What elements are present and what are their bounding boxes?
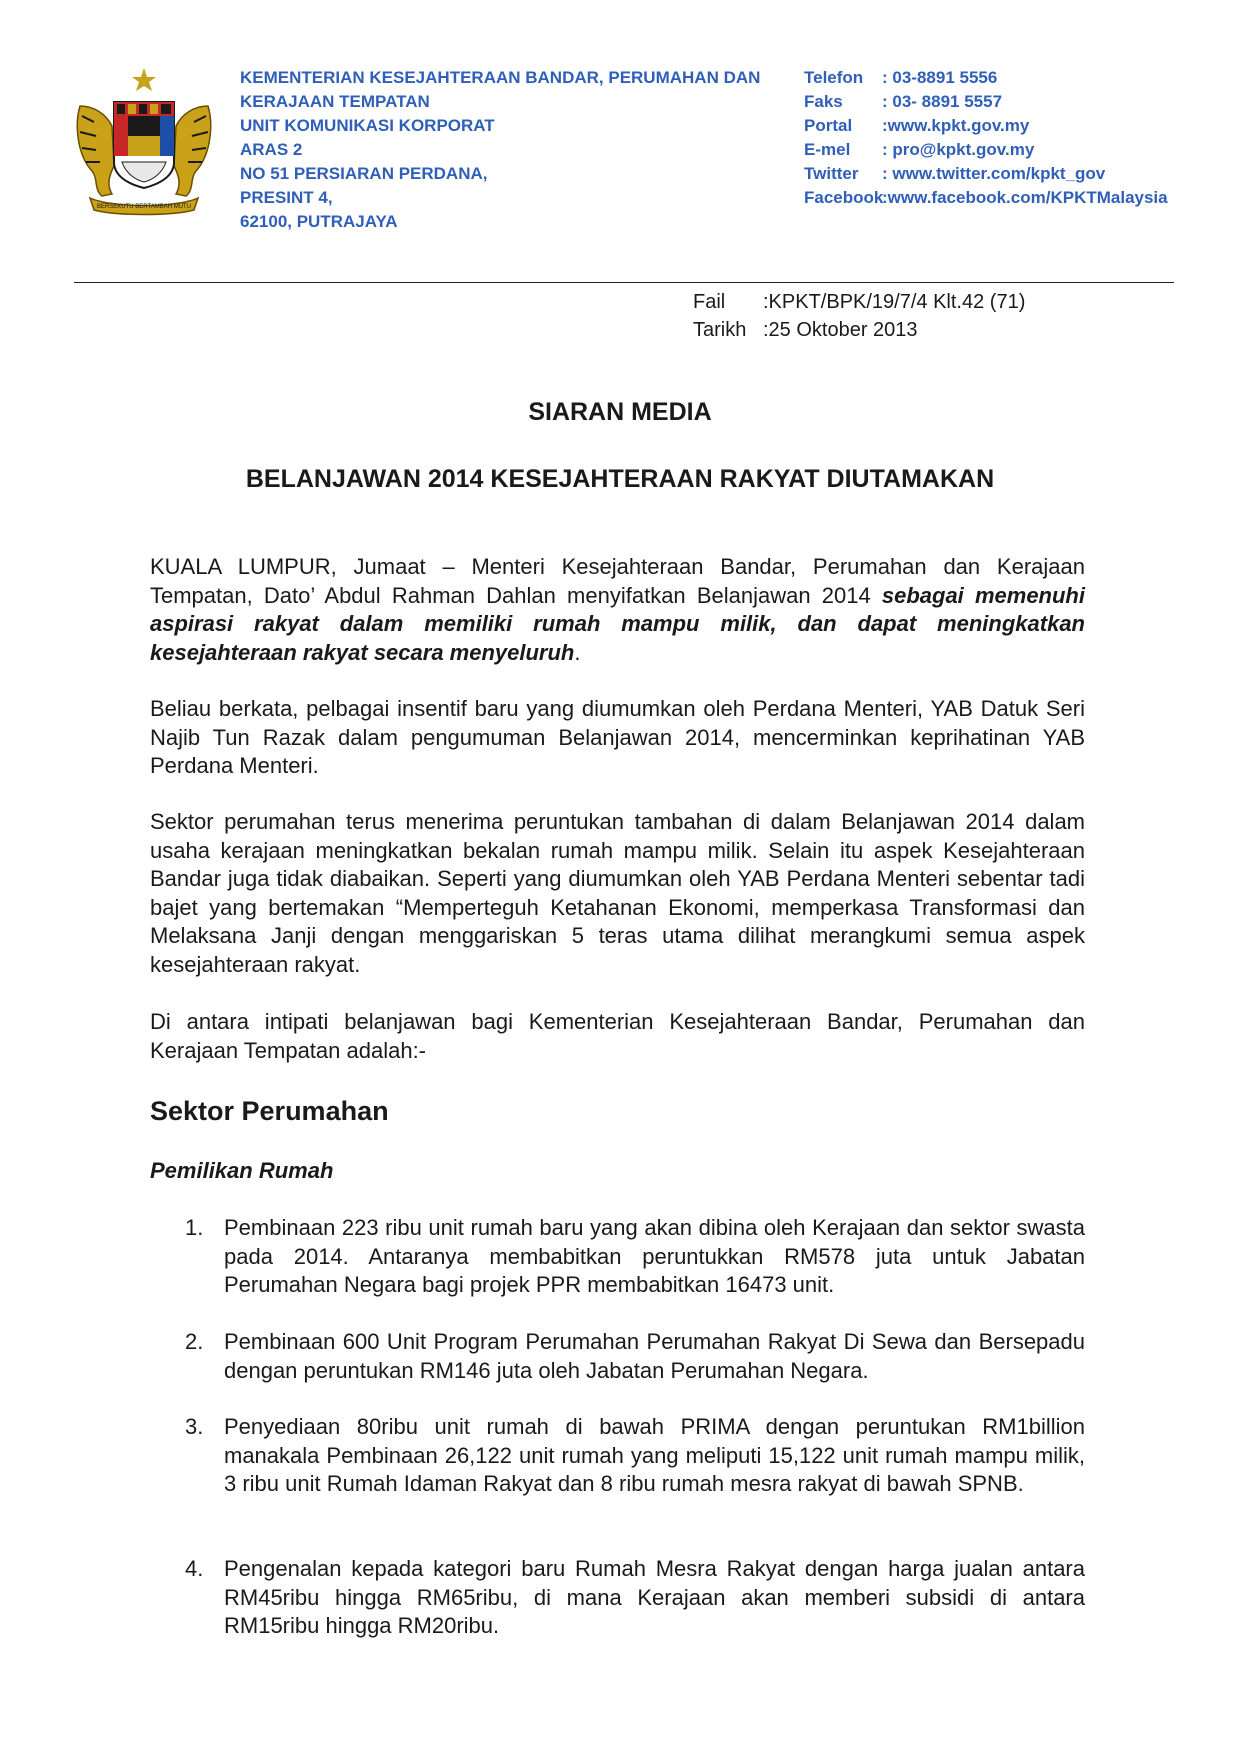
address-line: UNIT KOMUNIKASI KORPORAT bbox=[240, 116, 495, 135]
list-item-text: Penyediaan 80ribu unit rumah di bawah PRIMA dengan peruntukan RM1billion manakala Pembinaan 26,122 unit rumah yang meliputi 15,122 unit rumah mampu milik, 3 ribu unit Rumah Idaman Rakyat dan 8 ribu rumah mesra rakyat di bawah SPNB. bbox=[224, 1414, 1085, 1496]
facebook-link[interactable]: :www.facebook.com/KPKTMalaysia bbox=[882, 188, 1168, 207]
tarikh-label: Tarikh bbox=[693, 319, 747, 341]
list-item-number: 1. bbox=[185, 1215, 204, 1240]
contact-label: Facebook bbox=[804, 188, 884, 207]
contact-value: : 03-8891 5556 bbox=[882, 68, 998, 87]
list-item-number: 2. bbox=[185, 1329, 204, 1354]
email-link[interactable]: : pro@kpkt.gov.my bbox=[882, 140, 1035, 159]
address-line: ARAS 2 bbox=[240, 140, 303, 159]
fail-value: :KPKT/BPK/19/7/4 Klt.42 (71) bbox=[763, 291, 1026, 313]
fail-label: Fail bbox=[693, 291, 726, 313]
document-title: SIARAN MEDIA bbox=[528, 398, 712, 426]
file-reference bbox=[693, 288, 1025, 344]
list-item-text: Pembinaan 600 Unit Program Perumahan Perumahan Rakyat Di Sewa dan Bersepadu dengan peruntukan RM146 juta oleh Jabatan Perumahan Negara. bbox=[224, 1329, 1085, 1383]
para3-text: Sektor perumahan terus menerima peruntukan tambahan di dalam Belanjawan 2014 dalam usaha kerajaan meningkatkan bekalan rumah mampu milik. Selain itu aspek Kesejahteraan Bandar juga tidak diabaikan. Seperti yang diumumkan oleh YAB Perdana Menteri sebentar tadi bajet yang bertemakan “Memperteguh Ketahanan Ekonomi, memperkasa Transformasi dan Melaksana Janji dengan menggariskan 5 teras utama dilihat merangkumi semua aspek kesejahteraan rakyat. bbox=[150, 809, 1085, 977]
section-heading: Sektor Perumahan bbox=[150, 1096, 389, 1126]
contact-value: : 03- 8891 5557 bbox=[882, 92, 1003, 111]
paragraph-3 bbox=[150, 808, 1085, 979]
portal-link[interactable]: :www.kpkt.gov.my bbox=[882, 116, 1030, 135]
para4-text: Di antara intipati belanjawan bagi Kementerian Kesejahteraan Bandar, Perumahan dan Kerajaan Tempatan adalah:- bbox=[150, 1009, 1085, 1063]
svg-text:BERSEKUTU BERTAMBAH MUTU: BERSEKUTU BERTAMBAH MUTU bbox=[96, 204, 192, 210]
para1-lead: KUALA LUMPUR, Jumaat – Menteri Kesejahteraan Bandar, Perumahan dan Kerajaan Tempatan, Dato’ Abdul Rahman Dahlan menyifatkan Belanjawan 2014 bbox=[150, 554, 1085, 608]
contact-label: Portal bbox=[804, 116, 853, 135]
address-line: NO 51 PERSIARAN PERDANA, bbox=[240, 164, 488, 183]
para1-end: . bbox=[574, 639, 581, 665]
contact-label: Telefon bbox=[804, 68, 864, 87]
address-line: KEMENTERIAN KESEJAHTERAAN BANDAR, PERUMAHAN DAN bbox=[240, 68, 761, 87]
para2-text: Beliau berkata, pelbagai insentif baru yang diumumkan oleh Perdana Menteri, YAB Datuk Seri Najib Tun Razak dalam pengumuman Belanjawan 2014, mencerminkan keprihatinan YAB Perdana Menteri. bbox=[150, 696, 1085, 778]
paragraph-4 bbox=[150, 1008, 1085, 1065]
tarikh-value: :25 Oktober 2013 bbox=[763, 319, 918, 341]
headline: BELANJAWAN 2014 KESEJAHTERAAN RAKYAT DIUTAMAKAN bbox=[245, 465, 995, 493]
paragraph-1 bbox=[150, 553, 1085, 667]
list-item-text: Pengenalan kepada kategori baru Rumah Mesra Rakyat dengan harga jualan antara RM45ribu hingga RM65ribu, di mana Kerajaan akan memberi subsidi di antara RM15ribu hingga RM20ribu. bbox=[224, 1556, 1085, 1638]
contact-faks bbox=[804, 90, 1168, 114]
contact-facebook bbox=[804, 186, 1168, 210]
address-line: 62100, PUTRAJAYA bbox=[240, 212, 398, 231]
contact-label: Faks bbox=[804, 92, 843, 111]
paragraph-2 bbox=[150, 695, 1085, 781]
contact-twitter bbox=[804, 162, 1168, 186]
list-item-number: 3. bbox=[185, 1414, 204, 1439]
list-item-number: 4. bbox=[185, 1556, 204, 1581]
subsection-heading: Pemilikan Rumah bbox=[150, 1158, 334, 1183]
contact-email bbox=[804, 138, 1168, 162]
contact-portal bbox=[804, 114, 1168, 138]
para1-emphasis: sebagai memenuhi aspirasi rakyat dalam memiliki rumah mampu milik, dan dapat meningkatkan kesejahteraan rakyat secara menyeluruh bbox=[150, 582, 1085, 665]
contact-label: Twitter bbox=[804, 164, 859, 183]
list-item-text: Pembinaan 223 ribu unit rumah baru yang akan dibina oleh Kerajaan dan sektor swasta pada 2014. Antaranya membabitkan peruntukkan RM578 juta untuk Jabatan Perumahan Negara bagi projek PPR membabitkan 16473 unit. bbox=[224, 1215, 1085, 1297]
ministry-address bbox=[240, 66, 760, 234]
malaysia-coat-of-arms-icon bbox=[72, 66, 216, 216]
contact-details bbox=[804, 66, 1168, 210]
contact-telefon bbox=[804, 66, 1168, 90]
twitter-link[interactable]: : www.twitter.com/kpkt_gov bbox=[882, 164, 1106, 183]
contact-label: E-mel bbox=[804, 140, 851, 159]
header-divider bbox=[74, 282, 1174, 283]
address-line: KERAJAAN TEMPATAN bbox=[240, 92, 430, 111]
address-line: PRESINT 4, bbox=[240, 188, 333, 207]
